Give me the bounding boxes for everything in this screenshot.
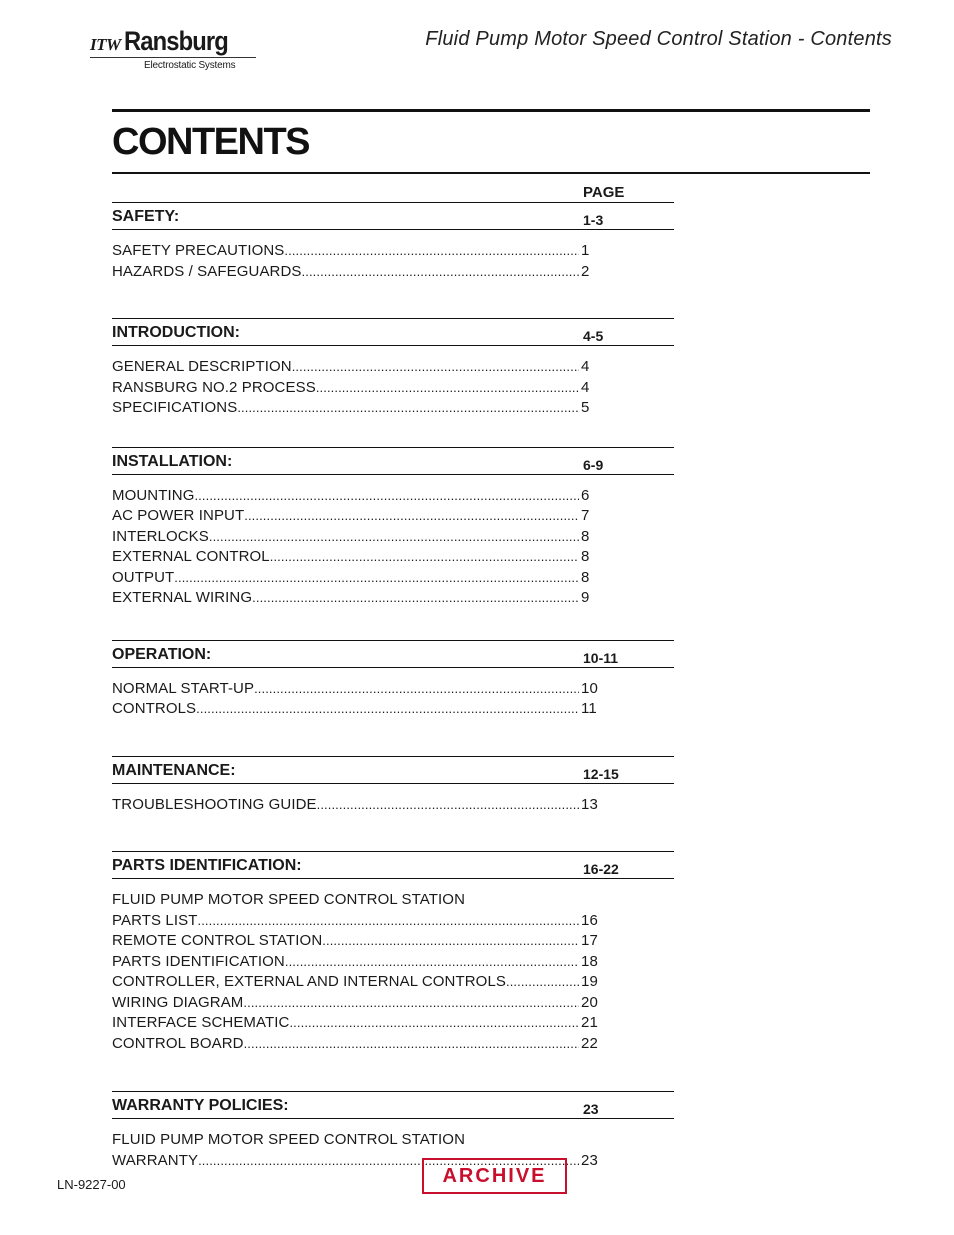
dot-leader xyxy=(244,1034,579,1055)
toc-entry xyxy=(112,911,674,932)
entry-page-number: 13 xyxy=(581,795,598,813)
entry-label: FLUID PUMP MOTOR SPEED CONTROL STATION xyxy=(112,1131,466,1148)
entry-label: REMOTE CONTROL STATION xyxy=(112,932,323,949)
entry-label: INTERFACE SCHEMATIC xyxy=(112,1014,290,1031)
logo-brand: Ransburg xyxy=(123,26,228,56)
toc-entry xyxy=(112,699,674,720)
section-page-range: 1-3 xyxy=(583,212,604,228)
dot-leader xyxy=(289,1013,579,1034)
entry-label: GENERAL DESCRIPTION xyxy=(112,358,292,375)
section-entries xyxy=(112,879,674,1054)
entry-label: HAZARDS / SAFEGUARDS xyxy=(112,262,302,280)
entry-label: RANSBURG NO.2 PROCESS xyxy=(112,378,316,396)
toc-entry xyxy=(112,506,674,527)
toc-entry xyxy=(112,527,674,548)
toc-entry xyxy=(112,398,674,419)
entry-label: SPECIFICATIONS xyxy=(112,399,238,416)
toc-sections xyxy=(112,203,674,1171)
dot-leader xyxy=(270,547,579,568)
section-page-range: 10-11 xyxy=(583,649,619,666)
section-header xyxy=(112,641,674,668)
entry-label: FLUID PUMP MOTOR SPEED CONTROL STATION xyxy=(112,891,466,908)
section-entries xyxy=(112,784,674,816)
entry-label: NORMAL START-UP xyxy=(112,679,255,697)
logo-tagline: Electrostatic Systems xyxy=(144,60,236,71)
section-entries xyxy=(112,230,674,282)
entry-page-number: 8 xyxy=(581,548,590,565)
dot-leader xyxy=(285,952,579,973)
entry-label: INTERLOCKS xyxy=(112,527,209,545)
toc-section xyxy=(112,851,674,1054)
toc-entry xyxy=(112,1034,674,1055)
page-column-header xyxy=(112,174,674,203)
section-title: MAINTENANCE: xyxy=(112,761,236,779)
dot-leader xyxy=(316,378,579,399)
section-header xyxy=(112,448,674,475)
dot-leader xyxy=(194,486,579,507)
entry-label: SAFETY PRECAUTIONS xyxy=(112,242,285,259)
entry-label: CONTROLLER, EXTERNAL AND INTERNAL CONTROLS xyxy=(112,973,506,990)
toc-entry xyxy=(112,378,674,399)
entry-page-number: 5 xyxy=(581,399,590,416)
section-page-range: 23 xyxy=(583,1101,599,1117)
entry-page-number: 21 xyxy=(581,1014,598,1031)
entry-page-number: 4 xyxy=(581,378,590,396)
dot-leader xyxy=(197,911,579,932)
section-header xyxy=(112,203,674,230)
toc-section xyxy=(112,756,674,816)
dot-leader xyxy=(209,527,579,548)
entry-label: EXTERNAL WIRING xyxy=(112,589,253,606)
dot-leader xyxy=(254,679,579,700)
toc-entry xyxy=(112,931,674,952)
toc-entry xyxy=(112,993,674,1014)
ransburg-logo xyxy=(90,26,260,71)
entry-page-number: 16 xyxy=(581,911,598,929)
dot-leader xyxy=(244,506,579,527)
section-page-range: 6-9 xyxy=(583,456,604,473)
entry-label: PARTS IDENTIFICATION xyxy=(112,952,285,970)
section-title: OPERATION: xyxy=(112,645,212,663)
entry-page-number: 23 xyxy=(581,1151,598,1169)
table-of-contents xyxy=(112,174,674,1171)
header-title: Fluid Pump Motor Speed Control Station - Contents xyxy=(425,28,892,50)
entry-page-number: 6 xyxy=(581,486,590,504)
section-header xyxy=(112,757,674,784)
toc-entry xyxy=(112,588,674,609)
entry-label: MOUNTING xyxy=(112,486,195,504)
entry-page-number: 11 xyxy=(581,700,597,717)
entry-page-number: 2 xyxy=(581,262,590,280)
entry-label: TROUBLESHOOTING GUIDE xyxy=(112,795,317,813)
toc-entry xyxy=(112,241,674,262)
entry-page-number: 8 xyxy=(581,527,590,545)
entry-page-number: 17 xyxy=(581,932,598,949)
section-title: PARTS IDENTIFICATION: xyxy=(112,857,302,874)
entry-label: AC POWER INPUT xyxy=(112,507,245,524)
section-title: INSTALLATION: xyxy=(112,452,233,470)
entry-page-number: 18 xyxy=(581,952,598,970)
dot-leader xyxy=(243,993,579,1014)
entry-label: WIRING DIAGRAM xyxy=(112,993,244,1011)
section-header xyxy=(112,1092,674,1119)
top-divider xyxy=(112,109,870,112)
entry-page-number: 4 xyxy=(581,358,590,375)
entry-page-number: 7 xyxy=(581,507,590,524)
toc-section xyxy=(112,318,674,419)
entry-label: CONTROL BOARD xyxy=(112,1034,244,1052)
toc-section xyxy=(112,640,674,720)
page-column-label: PAGE xyxy=(583,184,625,201)
entry-label: CONTROLS xyxy=(112,700,197,717)
dot-leader xyxy=(174,568,579,589)
toc-section xyxy=(112,1091,674,1171)
logo-rule xyxy=(90,57,256,58)
toc-entry xyxy=(112,486,674,507)
section-title: WARRANTY POLICIES: xyxy=(112,1097,289,1114)
section-header xyxy=(112,852,674,879)
entry-label: EXTERNAL CONTROL xyxy=(112,548,270,565)
dot-leader xyxy=(322,931,579,952)
toc-entry xyxy=(112,795,674,816)
entry-page-number: 10 xyxy=(581,679,598,697)
toc-entry xyxy=(112,357,674,378)
section-entries xyxy=(112,346,674,419)
section-header xyxy=(112,319,674,346)
entry-page-number: 9 xyxy=(581,589,590,606)
toc-entry xyxy=(112,972,674,993)
entry-label: WARRANTY xyxy=(112,1151,199,1169)
toc-entry xyxy=(112,952,674,973)
entry-page-number: 19 xyxy=(581,973,598,990)
toc-section xyxy=(112,203,674,282)
archive-stamp: ARCHIVE xyxy=(422,1158,567,1194)
section-entries xyxy=(112,475,674,609)
section-title: INTRODUCTION: xyxy=(112,324,240,341)
entry-page-number: 8 xyxy=(581,568,590,586)
toc-entry xyxy=(112,1013,674,1034)
dot-leader xyxy=(284,241,579,262)
toc-entry xyxy=(112,568,674,589)
dot-leader xyxy=(237,398,579,419)
section-entries xyxy=(112,1119,674,1171)
document-code: LN-9227-00 xyxy=(57,1177,126,1192)
toc-entry xyxy=(112,1130,674,1151)
dot-leader xyxy=(317,795,579,816)
toc-entry xyxy=(112,890,674,911)
toc-entry xyxy=(112,262,674,283)
dot-leader xyxy=(196,699,579,720)
section-page-range: 12-15 xyxy=(583,765,619,782)
entry-page-number: 1 xyxy=(581,242,590,259)
toc-entry xyxy=(112,679,674,700)
section-title: SAFETY: xyxy=(112,208,180,225)
dot-leader xyxy=(506,972,579,993)
section-entries xyxy=(112,668,674,720)
toc-entry xyxy=(112,547,674,568)
dot-leader xyxy=(252,588,579,609)
entry-label: PARTS LIST xyxy=(112,911,198,929)
toc-entry xyxy=(112,1151,674,1172)
logo-itw: ITW xyxy=(90,35,121,54)
entry-label: OUTPUT xyxy=(112,568,175,586)
dot-leader xyxy=(292,357,579,378)
entry-page-number: 22 xyxy=(581,1034,598,1052)
section-page-range: 4-5 xyxy=(583,328,604,344)
entry-page-number: 20 xyxy=(581,993,598,1011)
dot-leader xyxy=(302,262,579,283)
section-page-range: 16-22 xyxy=(583,861,619,877)
toc-section xyxy=(112,447,674,609)
page-heading: CONTENTS xyxy=(112,121,309,163)
